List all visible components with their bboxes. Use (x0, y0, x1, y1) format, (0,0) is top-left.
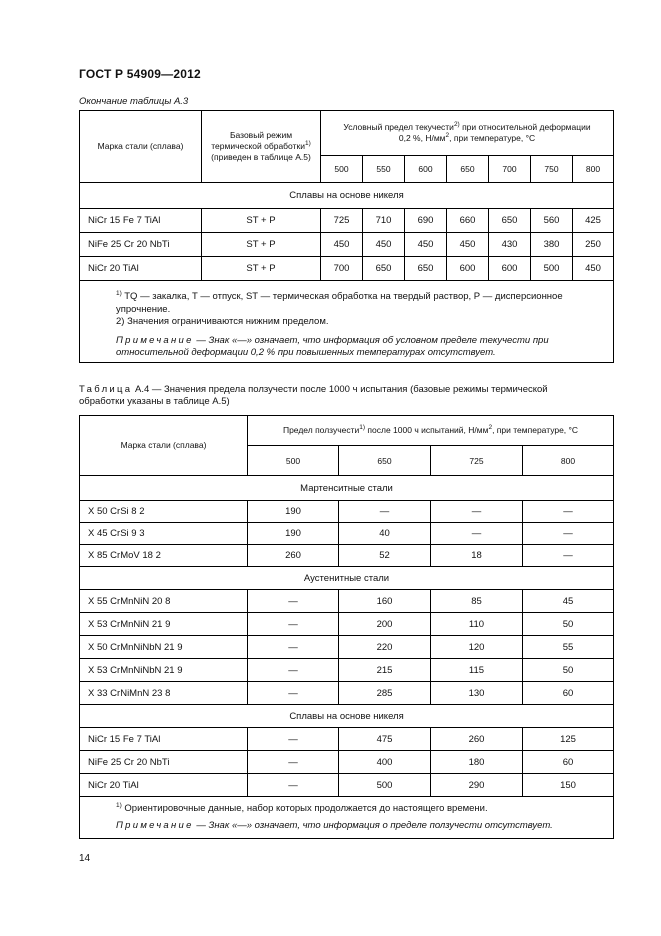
header-line: (приведен в таблице А.5) (211, 152, 311, 162)
value-cell: 190 (248, 501, 339, 523)
value-cell: 110 (431, 613, 523, 636)
section-title: Мартенситные стали (80, 476, 614, 501)
value-cell: 500 (339, 774, 431, 797)
col-header-creep-limit (248, 416, 614, 446)
temp-header: 600 (405, 156, 447, 183)
footnote-marker: 1) (304, 140, 311, 148)
value-cell: — (248, 682, 339, 705)
value-cell: 190 (248, 523, 339, 545)
table-row (80, 613, 614, 636)
header-text: при относительной деформации (459, 122, 591, 132)
footnote-marker: 1) (116, 801, 122, 809)
note-label: Примечание (116, 334, 194, 346)
notes-row (80, 797, 614, 839)
table-row (80, 751, 614, 774)
value-cell: — (339, 501, 431, 523)
notes-cell (80, 281, 614, 363)
value-cell: 150 (523, 774, 614, 797)
temp-header: 500 (321, 156, 363, 183)
table-row (80, 257, 614, 281)
notes-row (80, 281, 614, 363)
table-row (80, 774, 614, 797)
footnote-marker: 2) (453, 121, 460, 129)
value-cell: 450 (573, 257, 614, 281)
table-a4 (79, 415, 614, 839)
table-a4-caption (79, 384, 584, 408)
value-cell: 160 (339, 590, 431, 613)
value-cell: 710 (363, 209, 405, 233)
value-cell: 260 (248, 545, 339, 567)
grade-cell: X 45 CrSi 9 3 (80, 523, 248, 545)
table-row (80, 636, 614, 659)
value-cell: 50 (523, 659, 614, 682)
grade-cell: NiFe 25 Cr 20 NbTi (80, 233, 202, 257)
page-number: 14 (79, 853, 91, 864)
note (88, 335, 607, 360)
value-cell: 115 (431, 659, 523, 682)
value-cell: 660 (447, 209, 489, 233)
section-title: Аустенитные стали (80, 567, 614, 590)
value-cell: — (248, 613, 339, 636)
note (88, 820, 607, 833)
value-cell: — (431, 501, 523, 523)
temp-header: 500 (248, 446, 339, 476)
footnote-text: TQ — закалка, Т — отпуск, ST — термическая обработка на твердый раствор, Р — дисперсионное упрочнение. (116, 291, 563, 315)
value-cell: 60 (523, 751, 614, 774)
table-row (80, 545, 614, 567)
temp-header: 800 (573, 156, 614, 183)
value-cell: 475 (339, 728, 431, 751)
value-cell: 45 (523, 590, 614, 613)
value-cell: — (248, 590, 339, 613)
notes-cell (80, 797, 614, 839)
value-cell: 450 (405, 233, 447, 257)
grade-cell: NiFe 25 Cr 20 NbTi (80, 751, 248, 774)
table-row (80, 682, 614, 705)
grade-cell: X 85 CrMoV 18 2 (80, 545, 248, 567)
table-row (80, 501, 614, 523)
grade-cell: NiCr 15 Fe 7 TiAl (80, 209, 202, 233)
section-row (80, 476, 614, 501)
value-cell: 215 (339, 659, 431, 682)
table-a3-body (80, 111, 614, 363)
value-cell: 450 (363, 233, 405, 257)
section-row (80, 705, 614, 728)
value-cell: 285 (339, 682, 431, 705)
value-cell: 650 (489, 209, 531, 233)
grade-cell: NiCr 20 TiAl (80, 257, 202, 281)
value-cell: 600 (489, 257, 531, 281)
header-text: 0,2 %, Н/мм (398, 133, 446, 143)
value-cell: 50 (523, 613, 614, 636)
temp-header: 725 (431, 446, 523, 476)
value-cell: — (523, 523, 614, 545)
note-text: — Знак «—» означает, что информация об условном пределе текучести при относительной деформации 0,2 % при повышенных температурах отсутствует. (116, 334, 549, 358)
superscript: 2 (488, 424, 493, 432)
header-text: после 1000 ч испытаний, Н/мм (365, 425, 489, 435)
footnote-1 (88, 803, 607, 816)
section-row (80, 183, 614, 209)
col-header-yield-strength (321, 111, 614, 156)
table-a3 (79, 110, 614, 363)
value-cell: 450 (321, 233, 363, 257)
value-cell: 700 (321, 257, 363, 281)
grade-cell: X 50 CrMnNiNbN 21 9 (80, 636, 248, 659)
footnote-1 (88, 291, 607, 316)
value-cell: — (523, 545, 614, 567)
value-cell: — (248, 728, 339, 751)
value-cell: 180 (431, 751, 523, 774)
value-cell: 125 (523, 728, 614, 751)
value-cell: 425 (573, 209, 614, 233)
mode-cell: ST + P (202, 233, 321, 257)
grade-cell: NiCr 15 Fe 7 TiAl (80, 728, 248, 751)
caption-label: Таблица (79, 384, 133, 395)
footnote-text: Ориентировочные данные, набор которых продолжается до настоящего времени. (121, 803, 488, 814)
value-cell: 650 (363, 257, 405, 281)
value-cell: — (248, 751, 339, 774)
temp-header: 650 (447, 156, 489, 183)
value-cell: 18 (431, 545, 523, 567)
grade-cell: X 53 CrMnNiN 21 9 (80, 613, 248, 636)
grade-cell: X 50 CrSi 8 2 (80, 501, 248, 523)
header-text: , при температуре, °С (492, 425, 579, 435)
section-row (80, 567, 614, 590)
footnote-marker: 1) (359, 424, 366, 432)
value-cell: 60 (523, 682, 614, 705)
value-cell: 690 (405, 209, 447, 233)
value-cell: 600 (447, 257, 489, 281)
value-cell: 650 (405, 257, 447, 281)
header-text: Условный предел текучести (343, 122, 454, 132)
table-a3-caption: Окончание таблицы А.3 (79, 96, 189, 107)
header-text: Предел ползучести (282, 425, 360, 435)
table-row (80, 523, 614, 545)
value-cell: — (248, 636, 339, 659)
value-cell: 500 (531, 257, 573, 281)
value-cell: — (523, 501, 614, 523)
value-cell: — (431, 523, 523, 545)
grade-cell: X 53 CrMnNiNbN 21 9 (80, 659, 248, 682)
table-row (80, 209, 614, 233)
col-header-grade: Марка стали (сплава) (80, 416, 248, 476)
value-cell: — (248, 659, 339, 682)
value-cell: 260 (431, 728, 523, 751)
table-a4-body (80, 416, 614, 839)
table-row (80, 590, 614, 613)
col-header-heat-treatment (202, 111, 321, 183)
col-header-grade: Марка стали (сплава) (80, 111, 202, 183)
temp-header: 650 (339, 446, 431, 476)
grade-cell: NiCr 20 TiAl (80, 774, 248, 797)
superscript: 2 (445, 132, 450, 140)
value-cell: 85 (431, 590, 523, 613)
mode-cell: ST + P (202, 209, 321, 233)
value-cell: 380 (531, 233, 573, 257)
value-cell: 40 (339, 523, 431, 545)
value-cell: 560 (531, 209, 573, 233)
temp-header: 550 (363, 156, 405, 183)
value-cell: 220 (339, 636, 431, 659)
table-row (80, 728, 614, 751)
value-cell: 250 (573, 233, 614, 257)
value-cell: 725 (321, 209, 363, 233)
value-cell: 120 (431, 636, 523, 659)
value-cell: 130 (431, 682, 523, 705)
value-cell: 52 (339, 545, 431, 567)
temp-header: 700 (489, 156, 531, 183)
note-text: — Знак «—» означает, что информация о пределе ползучести отсутствует. (193, 819, 553, 831)
table-row (80, 659, 614, 682)
note-label: Примечание (116, 819, 194, 831)
grade-cell: X 55 CrMnNiN 20 8 (80, 590, 248, 613)
section-title: Сплавы на основе никеля (80, 183, 614, 209)
header-text: , при температуре, °С (449, 133, 536, 143)
mode-cell: ST + P (202, 257, 321, 281)
footnote-2: 2) Значения ограничиваются нижним пределом. (116, 316, 329, 327)
temp-header: 750 (531, 156, 573, 183)
grade-cell: X 33 CrNiMnN 23 8 (80, 682, 248, 705)
value-cell: 430 (489, 233, 531, 257)
value-cell: 200 (339, 613, 431, 636)
header-line: термической обработки (211, 141, 305, 151)
value-cell: 55 (523, 636, 614, 659)
value-cell: 450 (447, 233, 489, 257)
section-title: Сплавы на основе никеля (80, 705, 614, 728)
document-title: ГОСТ Р 54909—2012 (79, 67, 201, 81)
value-cell: — (248, 774, 339, 797)
value-cell: 400 (339, 751, 431, 774)
caption-text: А.4 — Значения предела ползучести после 1000 ч испытания (базовые режимы термической обработки указаны в таблице А.5) (79, 384, 548, 407)
footnote-marker: 1) (116, 289, 122, 297)
header-line: Базовый режим (229, 130, 293, 140)
table-row (80, 233, 614, 257)
temp-header: 800 (523, 446, 614, 476)
value-cell: 290 (431, 774, 523, 797)
